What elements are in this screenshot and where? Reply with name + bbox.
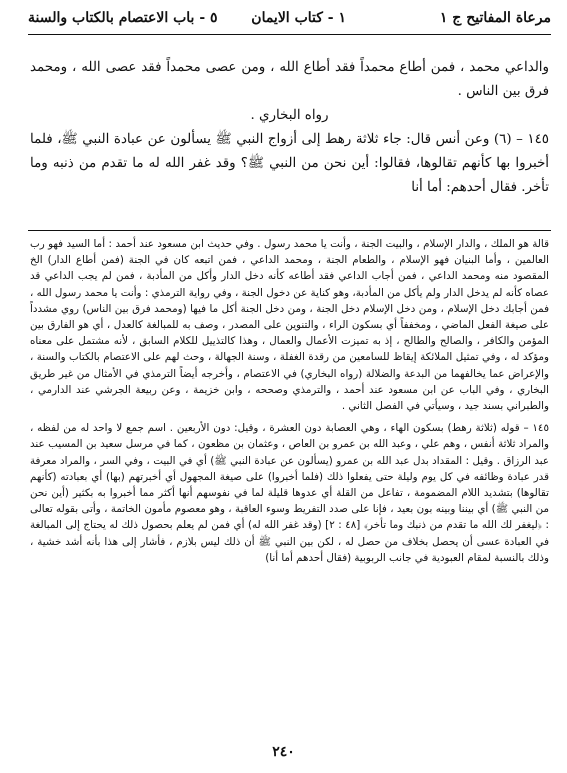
page-number: ٢٤٠ — [272, 744, 295, 760]
commentary-block — [30, 236, 549, 566]
book-title: مرعاة المفاتيح ج ١ — [439, 10, 551, 26]
commentary-rule — [28, 230, 551, 231]
running-header — [28, 6, 551, 32]
hadith-block — [30, 56, 549, 200]
commentary-paragraph-1: قالة هو الملك ، والدار الإسلام ، والبيت الجنة ، وأنت يا محمد رسول . وفي حديث ابن مسعود عند أحمد : أما السيد فهو رب العالمين ، وأما البنيان فهو الإسلام ، والطعام الجنة ، ومحمد الداعي ، فمن اتبعه كان في الجنة (فمن أطاع الدار) الخ المقصود منه ومحمد الداعي ، فمن أجاب الداعي فقد أطاعه كأنه دخل الدار وأكل من المأدبة ، فمن لم يجب الداعي قد عصاه كأنه لم يدخل الدار ولم يأكل من المأدبة، وهو كناية عن دخول الجنة ، وفي رواية الترمذي : وأنت يا محمد رسول الله ، فمن أجابك دخل الإسلام ، ومن دخل الإسلام دخل الجنة ، ومن دخل الجنة أكل ما فيها (ومحمد فرق بين الناس) روي مشدداً على صيغة الفعل الماضي ، ومخففاً أي بسكون الراء ، والتنوين على المصدر ، وصف به للمبالغة كالعدل ، أي هو الفارق بين المؤمن والكافر ، والصالح والطالح ، إذ به تميزت الأعمال والعمال ، وهذا كالتذييل للكلام السابق ، لأنه مشتمل على معناه ومؤكد له ، وفي تمثيل الملائكة إيقاظ للسامعين من رقدة الغفلة ، وسنة الجهالة ، وحث لهم على الاعتصام بالكتاب والسنة ، والإعراض عما يخالفهما من البدعة والضلالة (رواه البخاري) في الاعتصام ، وأخرجه أيضاً الترمذي في الأمثال من غير طريق البخاري ، وفي الباب عن ابن مسعود عند أحمد ، والترمذي وصححه ، وابن خزيمة ، وعن ربيعة الجرشي عند الدارمي ، والطبراني بسند جيد ، وسيأتي في الفصل الثاني . — [30, 238, 549, 413]
commentary-paragraph-2: ١٤٥ – قوله (ثلاثة رهط) بسكون الهاء ، وهي العصابة دون العشرة ، وقيل: دون الأربعين . اسم جمع لا واحد له من لفظه ، والمراد ثلاثة أنفس ، وهم علي ، وعبد الله بن عمرو بن العاص ، وعثمان بن مظعون ، كما في مرسل سعيد بن المسيب عند عبد الرزاق . وقيل : المقداد بدل عبد الله بن عمرو (يسألون عن عبادة النبي ﷺ) أي في البيت ، وفي السر ، والمراد معرفة قدر عبادة وظائفه في كل يوم وليلة حتى يفعلوا ذلك (فلما أخبروا) على صيغة المجهول أي أخبرتهم (بها) أي بعبادته (كأنهم تقالوها) بتشديد اللام المضمومة ، تفاعل من القلة أي عدوها قليلة لما في نفوسهم أنها أكثر مما أخبروا به بكثير (أين نحن من النبي ﷺ) أي بيننا وبينه بون بعيد ، فإنا على صدد التفريط وسوء العاقبة ، وهو معصوم مأمون الخاتمة ، وأتى بقوله تعالى : ﴿ليغفر لك الله ما تقدم من ذنبك وما تأخر﴾ [٤٨ : ٢] (وقد غفر الله له) أي فمن لم يعلم بحصول ذلك له يحتاج إلى المبالغة في العبادة عسى أن يحصل بخلاف من حصل له ، لكن بين النبي ﷺ أن ذلك ليس بلازم ، فأشار إلى هذا بأنه أشد خشية ، وذلك بالنسبة لمقام العبودية في جانب الربوبية (فقال أحدهم أما أنا) — [30, 422, 549, 564]
hadith-continuation: والداعي محمد ، فمن أطاع محمداً فقد أطاع الله ، ومن عصى محمداً فقد عصى الله ، ومحمد فرق بين الناس . — [30, 60, 549, 99]
hadith-145: ١٤٥ – (٦) وعن أنس قال: جاء ثلاثة رهط إلى أزواج النبي ﷺ يسألون عن عبادة النبي ﷺ، فلما أخبروا بها كأنهم تقالوها، فقالوا: أين نحن من النبي ﷺ؟ وقد غفر الله له ما تقدم من ذنبه وما تأخر. فقال أحدهم: أما أنا — [30, 132, 549, 195]
chapter-title: ١ - كتاب الايمان — [251, 10, 346, 26]
header-rule — [28, 34, 551, 35]
section-title: ٥ - باب الاعتصام بالكتاب والسنة — [28, 10, 218, 26]
hadith-narrator: رواه البخاري . — [250, 108, 329, 123]
